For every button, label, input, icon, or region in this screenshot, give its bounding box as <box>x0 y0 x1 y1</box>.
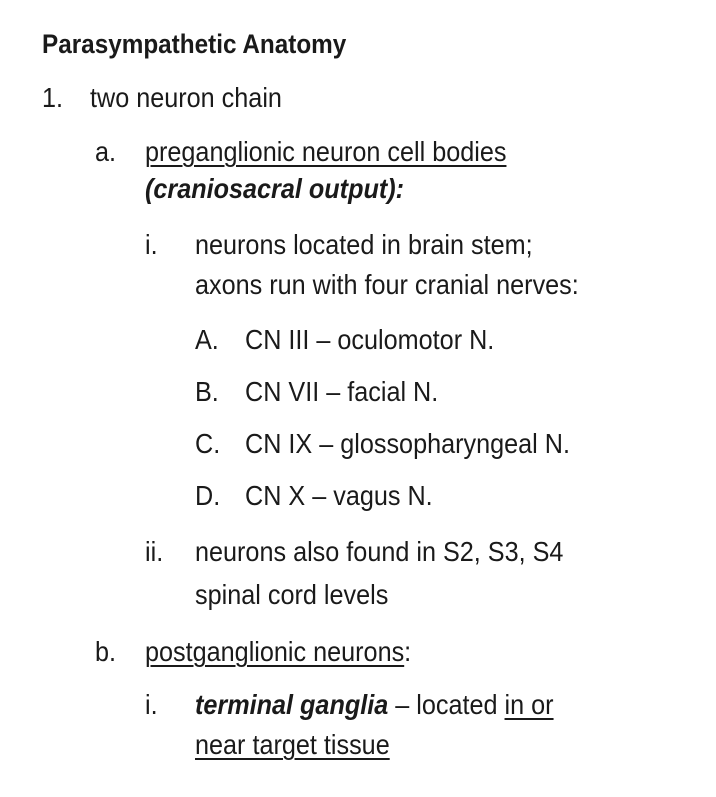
list-marker: a. <box>95 136 117 167</box>
underlined-text: in or <box>504 689 554 720</box>
underlined-text: near target tissue <box>195 729 390 760</box>
nerve-item: CN VII – facial N. <box>245 376 439 407</box>
text: – located <box>388 689 505 720</box>
nerve-item: CN IX – glossopharyngeal N. <box>245 428 570 459</box>
postganglionic-title: postganglionic neurons <box>145 636 405 667</box>
nerve-item: CN X – vagus N. <box>245 480 433 511</box>
list-marker: i. <box>145 229 158 260</box>
list-item-title <box>145 635 411 669</box>
list-marker: i. <box>145 689 158 720</box>
list-marker: ii. <box>145 536 164 567</box>
list-item-text: spinal cord levels <box>195 579 389 610</box>
list-item-text: neurons also found in S2, S3, S4 <box>195 536 564 567</box>
list-item-text: two neuron chain <box>90 82 282 113</box>
list-marker: B. <box>195 376 219 407</box>
nerve-item: CN III – oculomotor N. <box>245 324 495 355</box>
list-item-text: axons run with four cranial nerves: <box>195 269 579 300</box>
colon: : <box>404 636 412 667</box>
list-item-title: preganglionic neuron cell bodies <box>145 136 507 167</box>
list-marker: b. <box>95 636 117 667</box>
list-item-subtitle: (craniosacral output): <box>145 173 405 204</box>
list-item-text <box>195 688 554 722</box>
term: terminal ganglia <box>195 689 389 720</box>
list-item-text: neurons located in brain stem; <box>195 229 533 260</box>
list-marker: A. <box>195 324 219 355</box>
page-title: Parasympathetic Anatomy <box>42 29 347 59</box>
list-marker: D. <box>195 480 221 511</box>
list-marker: C. <box>195 428 221 459</box>
list-marker: 1. <box>42 82 64 113</box>
